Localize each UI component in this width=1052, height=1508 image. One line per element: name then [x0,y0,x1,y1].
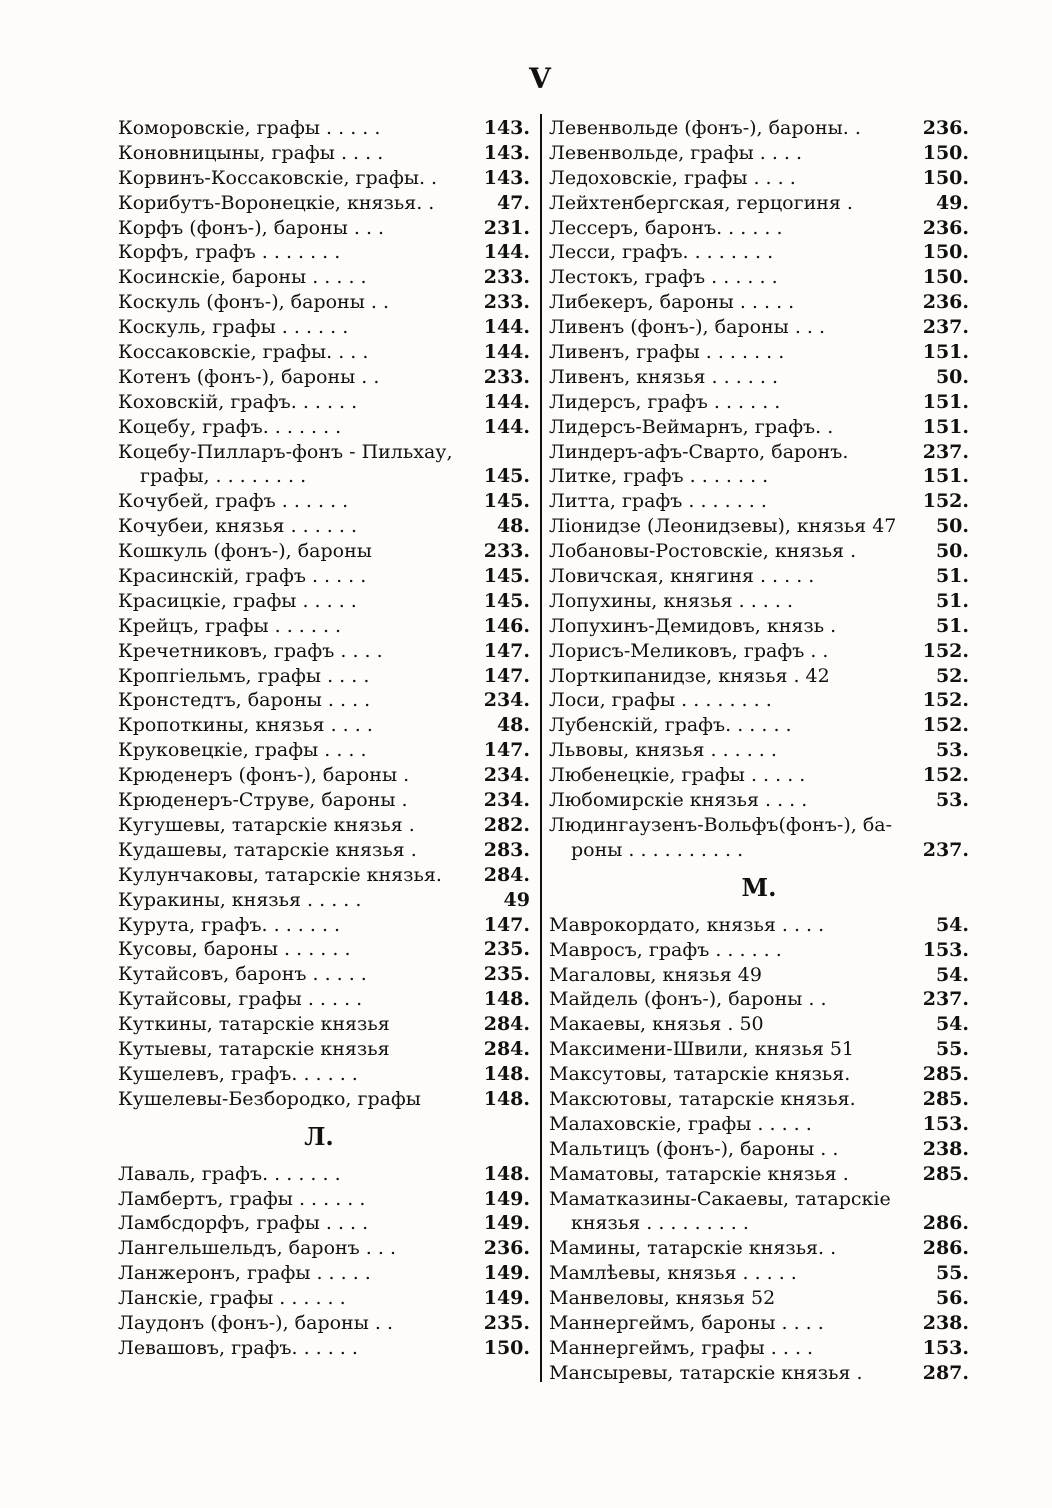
index-entry [118,191,530,216]
entry-page-number: 145. [483,465,530,488]
index-entry [549,688,969,713]
index-entry [549,539,969,564]
entry-name: Крейцъ, графы . . . . . . [118,614,342,637]
entry-name: Маннергеймъ, бароны . . . . [549,1311,824,1334]
index-entry [118,838,530,863]
entry-page-number: 148. [483,988,530,1011]
index-entry [118,1211,530,1236]
index-entry [118,1087,530,1112]
entry-page-number: 51. [935,589,969,612]
index-entry [118,564,530,589]
index-entry [549,415,969,440]
entry-name: Крюденеръ (фонъ-), бароны . [118,764,410,787]
index-entry [549,216,969,241]
entry-page-number: 144. [483,341,530,364]
index-entry [118,340,530,365]
index-entry [549,664,969,689]
index-entry [118,962,530,987]
entry-page-number: 49 [503,888,530,911]
index-entry [118,464,530,489]
index-entry [549,788,969,813]
entry-name: Кутайсовы, графы . . . . . [118,988,363,1011]
index-entry [549,963,969,988]
entry-page-number: 284. [483,1013,530,1036]
entry-page-number: 143. [483,117,530,139]
entry-name: Литке, графъ . . . . . . . [549,465,769,488]
index-entry [549,813,969,838]
entry-name: Людингаузенъ-Вольфъ(фонъ-), ба- [549,813,893,836]
entry-page-number: 234. [483,789,530,812]
entry-name: Лопухинъ-Демидовъ, князь . [549,614,837,637]
left-index-column [118,116,530,1361]
index-entry [549,489,969,514]
entry-page-number: 47. [496,191,530,214]
entry-page-number: 233. [483,540,530,563]
entry-page-number: 150. [922,266,969,289]
index-entry [118,738,530,763]
index-entry [118,788,530,813]
index-entry [549,713,969,738]
entry-name: Максимени-Швили, князья 51 [549,1038,855,1061]
entry-name: Маврокордато, князья . . . . [549,913,825,936]
entry-page-number: 145. [483,589,530,612]
index-entry [549,938,969,963]
entry-name: Маматовы, татарскіе князья . [549,1162,849,1185]
entry-name: Кропоткины, князья . . . . [118,714,373,737]
entry-page-number: 50. [935,515,969,538]
entry-page-number: 282. [483,813,530,836]
entry-page-number: 233. [483,365,530,388]
index-entry [118,1336,530,1361]
entry-name: Лобановы-Ростовскіе, князья . [549,540,857,563]
entry-name: Мамины, татарскіе князья. . [549,1237,837,1260]
entry-name: Кушелевъ, графъ. . . . . . [118,1062,358,1085]
entry-name: Ловичская, княгиня . . . . . [549,565,815,588]
entry-page-number: 238. [922,1137,969,1160]
entry-name: Манвеловы, князья 52 [549,1287,776,1310]
index-entry [118,1261,530,1286]
entry-name: Магаловы, князья 49 [549,963,762,986]
index-entry [118,315,530,340]
entry-page-number: 144. [483,241,530,264]
index-entry [118,141,530,166]
entry-page-number: 236. [922,216,969,239]
entry-name: Ліонидзе (Леонидзевы), князья 47 [549,515,897,538]
entry-name: Лоси, графы . . . . . . . . [549,689,772,712]
entry-name: роны . . . . . . . . . . [571,838,744,861]
entry-page-number: 144. [483,390,530,413]
entry-page-number: 237. [922,838,969,861]
index-entry [118,888,530,913]
index-entry [118,713,530,738]
entry-page-number: 231. [483,216,530,239]
entry-page-number: 149. [483,1262,530,1285]
entry-name: Красинскій, графъ . . . . . [118,565,367,588]
index-entry [549,1336,969,1361]
entry-name: Косинскіе, бароны . . . . . [118,266,367,289]
entry-name: Маматказины-Сакаевы, татарскіе [549,1187,891,1210]
index-entry [118,1311,530,1336]
entry-name: Кочубей, графъ . . . . . . [118,490,349,513]
index-entry [118,1037,530,1062]
entry-page-number: 150. [922,141,969,164]
entry-page-number: 150. [483,1336,530,1359]
entry-name: Корфъ, графъ . . . . . . . [118,241,341,264]
entry-page-number: 149. [483,1212,530,1235]
entry-name: Курута, графъ. . . . . . . [118,913,341,936]
entry-name: Лубенскій, графъ. . . . . . [549,714,792,737]
entry-page-number: 153. [922,1112,969,1135]
entry-page-number: 145. [483,565,530,588]
column-divider [540,114,542,1382]
entry-name: Ливенъ, князья . . . . . . [549,365,778,388]
entry-name: Кудашевы, татарскіе князья . [118,838,417,861]
index-entry [118,688,530,713]
index-entry [549,1162,969,1187]
index-entry [549,564,969,589]
index-entry [118,664,530,689]
entry-page-number: 50. [935,365,969,388]
entry-name: Ланскіе, графы . . . . . . [118,1287,346,1310]
entry-page-number: 236. [922,117,969,139]
entry-name: Кутыевы, татарскіе князья [118,1037,390,1060]
index-entry [118,116,530,141]
index-entry [118,1162,530,1187]
entry-page-number: 285. [922,1162,969,1185]
entry-name: Коскуль, графы . . . . . . [118,316,349,339]
entry-name: Кушелевы-Безбородко, графы [118,1087,421,1110]
entry-page-number: 149. [483,1187,530,1210]
index-entry [549,1236,969,1261]
entry-page-number: 236. [922,291,969,314]
entry-page-number: 235. [483,1311,530,1334]
entry-page-number: 237. [922,316,969,339]
index-entry [549,639,969,664]
entry-page-number: 54. [935,913,969,936]
entry-name: Либекеръ, бароны . . . . . [549,291,795,314]
entry-page-number: 284. [483,1037,530,1060]
entry-page-number: 237. [922,440,969,463]
entry-page-number: 49. [935,191,969,214]
entry-name: Макаевы, князья . 50 [549,1013,764,1036]
entry-page-number: 143. [483,166,530,189]
index-entry [549,191,969,216]
entry-page-number: 238. [922,1311,969,1334]
index-entry [549,240,969,265]
entry-name: Ливенъ (фонъ-), бароны . . . [549,316,826,339]
entry-name: Мамлѣевы, князья . . . . . [549,1262,797,1285]
entry-name: Максютовы, татарскіе князья. [549,1087,856,1110]
index-entry [549,1112,969,1137]
entry-name: Малаховскіе, графы . . . . . [549,1112,812,1135]
entry-name: Литта, графъ . . . . . . . [549,490,767,513]
index-entry [118,216,530,241]
entry-name: Коссаковскіе, графы. . . . [118,341,369,364]
entry-page-number: 287. [922,1361,969,1384]
entry-page-number: 147. [483,913,530,936]
index-entry [549,614,969,639]
entry-name: Коскуль (фонъ-), бароны . . [118,291,389,314]
entry-name: Ламбертъ, графы . . . . . . [118,1187,366,1210]
entry-page-number: 150. [922,241,969,264]
entry-name: Куткины, татарскіе князья [118,1013,390,1036]
entry-name: Львовы, князья . . . . . . [549,739,777,762]
entry-page-number: 51. [935,565,969,588]
index-entry [549,987,969,1012]
index-entry [118,440,530,465]
entry-page-number: 144. [483,316,530,339]
index-entry [118,763,530,788]
index-entry [549,141,969,166]
entry-name: Коновницыны, графы . . . . [118,141,384,164]
entry-page-number: 152. [922,639,969,662]
index-entry [118,290,530,315]
entry-name: князья . . . . . . . . . [571,1212,749,1235]
entry-page-number: 55. [935,1038,969,1061]
entry-page-number: 147. [483,664,530,687]
index-entry [549,1211,969,1236]
entry-name: Любенецкіе, графы . . . . . [549,764,806,787]
index-entry [118,987,530,1012]
entry-name: Мансыревы, татарскіе князья . [549,1361,863,1384]
entry-name: Кошкуль (фонъ-), бароны [118,540,372,563]
entry-page-number: 151. [922,415,969,438]
entry-page-number: 152. [922,490,969,513]
entry-page-number: 146. [483,614,530,637]
index-entry [549,1261,969,1286]
entry-name: графы, . . . . . . . . [140,465,307,488]
entry-page-number: 148. [483,1062,530,1085]
index-entry [118,390,530,415]
entry-name: Лаудонъ (фонъ-), бароны . . [118,1311,393,1334]
entry-page-number: 147. [483,739,530,762]
index-entry [118,1062,530,1087]
entry-name: Коховскій, графъ. . . . . . [118,390,358,413]
entry-name: Куракины, князья . . . . . [118,888,362,911]
entry-page-number: 234. [483,764,530,787]
entry-name: Лессеръ, баронъ. . . . . . [549,216,783,239]
entry-page-number: 53. [935,739,969,762]
entry-page-number: 152. [922,714,969,737]
entry-name: Кочубеи, князья . . . . . . [118,515,358,538]
index-entry [549,1062,969,1087]
index-entry [118,937,530,962]
entry-name: Лестокъ, графъ . . . . . . [549,266,778,289]
entry-page-number: 151. [922,341,969,364]
entry-page-number: 236. [483,1237,530,1260]
entry-page-number: 148. [483,1087,530,1110]
entry-page-number: 233. [483,266,530,289]
entry-name: Лопухины, князья . . . . . [549,589,793,612]
index-entry [549,116,969,141]
entry-page-number: 54. [935,1013,969,1036]
entry-name: Мальтицъ (фонъ-), бароны . . [549,1137,839,1160]
index-entry [549,1037,969,1062]
entry-name: Лидерсъ-Веймарнъ, графъ. . [549,415,834,438]
entry-name: Лаваль, графъ. . . . . . . [118,1162,341,1185]
entry-page-number: 50. [935,540,969,563]
index-entry [118,589,530,614]
index-entry [118,863,530,888]
entry-page-number: 286. [922,1237,969,1260]
entry-page-number: 54. [935,963,969,986]
index-entry [549,1286,969,1311]
index-entry [549,589,969,614]
entry-name: Кречетниковъ, графъ . . . . [118,639,383,662]
entry-page-number: 53. [935,789,969,812]
index-entry [549,265,969,290]
index-entry [549,1361,969,1386]
entry-page-number: 150. [922,166,969,189]
entry-name: Ламбсдорфъ, графы . . . . [118,1212,369,1235]
index-entry [549,1087,969,1112]
index-entry [549,913,969,938]
entry-page-number: 148. [483,1162,530,1185]
index-entry [118,1286,530,1311]
entry-page-number: 149. [483,1287,530,1310]
entry-name: Максутовы, татарскіе князья. [549,1063,851,1086]
entry-name: Кропгіельмъ, графы . . . . [118,664,370,687]
index-entry [118,1012,530,1037]
index-entry [549,1012,969,1037]
entry-page-number: 56. [935,1287,969,1310]
entry-page-number: 51. [935,614,969,637]
entry-name: Корфъ (фонъ-), бароны . . . [118,216,385,239]
entry-name: Линдеръ-афъ-Сварто, баронъ. [549,440,849,463]
index-entry [118,240,530,265]
entry-name: Лорисъ-Меликовъ, графъ . . [549,639,829,662]
entry-page-number: 235. [483,963,530,986]
index-entry [118,913,530,938]
section-letter: М. [741,872,777,902]
entry-name: Кулунчаковы, татарскіе князья. [118,863,442,886]
right-index-column [549,116,969,1386]
entry-name: Лидерсъ, графъ . . . . . . [549,390,781,413]
entry-page-number: 151. [922,465,969,488]
index-entry [118,614,530,639]
entry-name: Корибутъ-Воронецкіе, князья. . [118,191,435,214]
index-entry [118,639,530,664]
index-entry [118,1187,530,1212]
entry-page-number: 284. [483,863,530,886]
entry-name: Круковецкіе, графы . . . . [118,739,367,762]
entry-name: Кутайсовъ, баронъ . . . . . [118,963,367,986]
index-entry [549,365,969,390]
entry-name: Корвинъ-Коссаковскіе, графы. . [118,166,438,189]
index-entry [549,1137,969,1162]
entry-page-number: 151. [922,390,969,413]
entry-name: Левенвольде (фонъ-), бароны. . [549,117,861,139]
entry-page-number: 152. [922,764,969,787]
entry-page-number: 145. [483,490,530,513]
entry-page-number: 152. [922,689,969,712]
index-entry [118,166,530,191]
index-entry [549,763,969,788]
index-entry [549,440,969,465]
index-entry [549,340,969,365]
entry-page-number: 285. [922,1063,969,1086]
entry-name: Котенъ (фонъ-), бароны . . [118,365,380,388]
entry-page-number: 143. [483,141,530,164]
index-entry [549,290,969,315]
entry-name: Красицкіе, графы . . . . . [118,589,357,612]
entry-page-number: 55. [935,1262,969,1285]
entry-name: Крюденеръ-Струве, бароны . [118,789,408,812]
index-entry [118,1236,530,1261]
section-letter: Л. [304,1121,334,1151]
page-number: V [529,62,551,95]
entry-name: Любомирскіе князья . . . . [549,789,808,812]
index-entry [549,514,969,539]
entry-name: Мавросъ, графъ . . . . . . [549,938,782,961]
entry-name: Ливенъ, графы . . . . . . . [549,341,785,364]
entry-page-number: 147. [483,639,530,662]
index-entry [118,365,530,390]
entry-page-number: 286. [922,1212,969,1235]
index-entry [118,514,530,539]
index-entry [118,489,530,514]
entry-page-number: 48. [496,515,530,538]
entry-name: Коцебу, графъ. . . . . . . [118,415,342,438]
entry-page-number: 283. [483,838,530,861]
index-entry [118,415,530,440]
index-entry [118,539,530,564]
entry-page-number: 153. [922,1336,969,1359]
entry-name: Ледоховскіе, графы . . . . [549,166,796,189]
entry-name: Левашовъ, графъ. . . . . . [118,1336,358,1359]
index-entry [549,1187,969,1212]
entry-name: Лейхтенбергская, герцогиня . [549,191,853,214]
index-entry [549,464,969,489]
entry-page-number: 153. [922,938,969,961]
entry-name: Ланжеронъ, графы . . . . . [118,1262,371,1285]
index-entry [549,738,969,763]
index-entry [549,838,969,863]
index-entry [118,265,530,290]
entry-name: Коморовскіе, графы . . . . . [118,117,381,139]
entry-name: Майдель (фонъ-), бароны . . [549,988,827,1011]
entry-page-number: 144. [483,415,530,438]
entry-page-number: 285. [922,1087,969,1110]
entry-name: Коцебу-Пилларъ-фонъ - Пильхау, [118,440,453,463]
index-entry [549,166,969,191]
entry-page-number: 48. [496,714,530,737]
entry-name: Кусовы, бароны . . . . . . [118,938,351,961]
entry-name: Кронстедтъ, бароны . . . . [118,689,371,712]
index-entry [549,390,969,415]
entry-name: Лангельшельдъ, баронъ . . . [118,1237,397,1260]
entry-name: Кугушевы, татарскіе князья . [118,813,415,836]
entry-name: Лорткипанидзе, князья . 42 [549,664,830,687]
entry-page-number: 237. [922,988,969,1011]
entry-name: Маннергеймъ, графы . . . . [549,1336,814,1359]
index-entry [549,1311,969,1336]
entry-page-number: 235. [483,938,530,961]
entry-page-number: 233. [483,291,530,314]
index-entry [118,813,530,838]
entry-name: Левенвольде, графы . . . . [549,141,803,164]
entry-page-number: 234. [483,689,530,712]
index-entry [549,315,969,340]
entry-name: Лесси, графъ. . . . . . . . [549,241,774,264]
entry-page-number: 52. [935,664,969,687]
